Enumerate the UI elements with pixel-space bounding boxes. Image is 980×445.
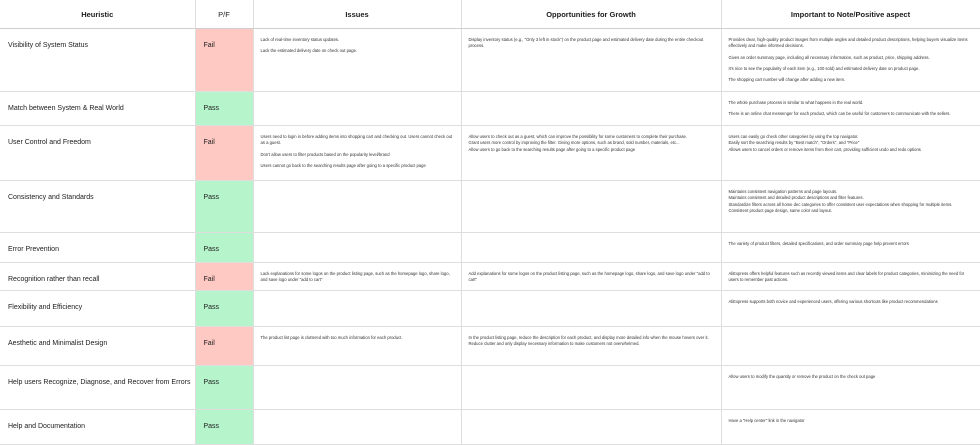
cell-text: Lack of real-time inventory status updates. (260, 37, 340, 42)
cell-text: In the product listing page, reduce the description for each product, and display more detailed info when the mouse hovers over it. Reduce clutter and only display necessary information to make customers not overwhelmed. (468, 335, 709, 347)
positive-cell (721, 327, 980, 366)
cell-text: Gives an order summary page, including all necessary information, such as product, price, shipping address. (728, 54, 930, 60)
issues-cell (253, 366, 461, 410)
positive-cell (721, 366, 980, 410)
issues-cell (253, 181, 461, 233)
result-badge: Pass (195, 410, 253, 445)
heuristic-cell: Flexibility and Efficiency (0, 291, 195, 327)
cell-text: The shopping cart number will change after adding a new item. (728, 77, 846, 83)
header-positive: Important to Note/Positive aspect (721, 0, 980, 29)
header-pass-fail: P/F (195, 0, 253, 29)
table-row (0, 327, 980, 366)
cell-text: Users need to login in before adding items into shopping cart and checking out. Users cannot check out as a guest. (260, 134, 453, 146)
result-badge: Pass (195, 291, 253, 327)
heuristic-cell: Consistency and Standards (0, 181, 195, 233)
table-row (0, 29, 980, 92)
cell-text: Allow users to modify the quantity or remove the product on the check out page (728, 374, 876, 379)
positive-cell (721, 126, 980, 181)
issues-cell (253, 410, 461, 445)
opportunities-cell (461, 327, 721, 366)
cell-text: Allow users to check out as a guest, which can improve the possibility for some customers to complete their purchase. Grant users more control by improving the filter. Giving more options, such as brand, sold number, materials, etc... Allow users to go back to the searching results page after going to a specific product page (468, 134, 688, 152)
issues-cell (253, 233, 461, 263)
result-badge: Fail (195, 327, 253, 366)
issues-cell (253, 92, 461, 126)
opportunities-cell (461, 181, 721, 233)
cell-text: Users can easily go check other categories by using the top navigator. Easily sort the searching results by "Best match", "Orders", and "Price" Allows users to cancel orders or remove items from their cart, providing sufficient undo and redo options (728, 134, 921, 152)
cell-text: Don't allow users to filter products based on the popularity level/brand (260, 151, 390, 157)
table-row (0, 181, 980, 233)
cell-text: Users cannot go back to the searching results page after going to a specific product page (260, 162, 426, 168)
positive-cell (721, 263, 980, 291)
opportunities-cell (461, 410, 721, 445)
table-row (0, 291, 980, 327)
header-heuristic: Heuristic (0, 0, 195, 29)
opportunities-cell (461, 29, 721, 92)
heuristic-cell: Aesthetic and Minimalist Design (0, 327, 195, 366)
cell-text: The product list page is cluttered with too much information for each product. (260, 335, 403, 340)
issues-cell (253, 327, 461, 366)
header-row (0, 0, 980, 29)
heuristic-cell: User Control and Freedom (0, 126, 195, 181)
opportunities-cell (461, 126, 721, 181)
cell-text: AliExpress supports both novice and experienced users, offering various shortcuts like product recommendations (728, 299, 938, 304)
cell-text: AliExpress offers helpful features such as recently viewed items and clear labels for product categories, minimizing the need for users to remember past actions. (728, 271, 965, 283)
positive-cell (721, 291, 980, 327)
result-badge: Fail (195, 126, 253, 181)
cell-text: Provides clear, high-quality product images from multiple angles and detailed product descriptions, helping buyers visualize items effectively and make informed decisions. (728, 37, 968, 49)
opportunities-cell (461, 233, 721, 263)
result-badge: Fail (195, 263, 253, 291)
cell-text: It's nice to see the popularity of each item (e.g., 100 sold) and estimated delivery date on product page. (728, 65, 920, 71)
heuristic-cell: Help users Recognize, Diagnose, and Recover from Errors (0, 366, 195, 410)
cell-text: Lack explanations for some logos on the product listing page, such as the homepage logo, share logo, and save logo under "add to cart" (260, 271, 450, 283)
heuristic-cell: Help and Documentation (0, 410, 195, 445)
result-badge: Pass (195, 181, 253, 233)
positive-cell (721, 181, 980, 233)
cell-text: Have a "Help center" link in the navigator (728, 418, 805, 423)
positive-cell (721, 233, 980, 263)
table-row (0, 410, 980, 445)
heuristic-cell: Error Prevention (0, 233, 195, 263)
cell-text: Maintains consistent navigation patterns and page layouts. Maintains consistent and detailed product descriptions and filter features. Standardize filters across all home dec categories to offer consistent user expectations when shopping for multiple items. Consistent product page design, same color and layout. (728, 189, 953, 213)
positive-cell (721, 92, 980, 126)
cell-text: The variety of product filters, detailed specifications, and order summary page help prevent errors (728, 241, 909, 246)
result-badge: Fail (195, 29, 253, 92)
result-badge: Pass (195, 92, 253, 126)
opportunities-cell (461, 263, 721, 291)
header-opportunities: Opportunities for Growth (461, 0, 721, 29)
cell-text: There is an online chat messenger for each product, which can be useful for customers to communicate with the sellers. (728, 111, 951, 117)
table-row (0, 263, 980, 291)
heuristic-cell: Recognition rather than recall (0, 263, 195, 291)
table-row (0, 233, 980, 263)
opportunities-cell (461, 366, 721, 410)
table-row (0, 126, 980, 181)
issues-cell (253, 29, 461, 92)
header-issues: Issues (253, 0, 461, 29)
result-badge: Pass (195, 233, 253, 263)
cell-text: The whole purchase process is similar to what happens in the real world. (728, 100, 864, 105)
cell-text: Display inventory status (e.g., "Only 3 left in stock") on the product page and estimated delivery date during the entire checkout process. (468, 37, 704, 49)
issues-cell (253, 263, 461, 291)
table-row (0, 366, 980, 410)
heuristic-cell: Match between System & Real World (0, 92, 195, 126)
cell-text: Add explanations for some logos on the product listing page, such as the homepage logo, share logo, and save logo under "add to cart" (468, 271, 710, 283)
issues-cell (253, 126, 461, 181)
issues-cell (253, 291, 461, 327)
positive-cell (721, 410, 980, 445)
positive-cell (721, 29, 980, 92)
table-row (0, 92, 980, 126)
result-badge: Pass (195, 366, 253, 410)
opportunities-cell (461, 291, 721, 327)
heuristic-cell: Visibility of System Status (0, 29, 195, 92)
cell-text: Lack the estimated delivery date on check out page. (260, 48, 358, 54)
opportunities-cell (461, 92, 721, 126)
